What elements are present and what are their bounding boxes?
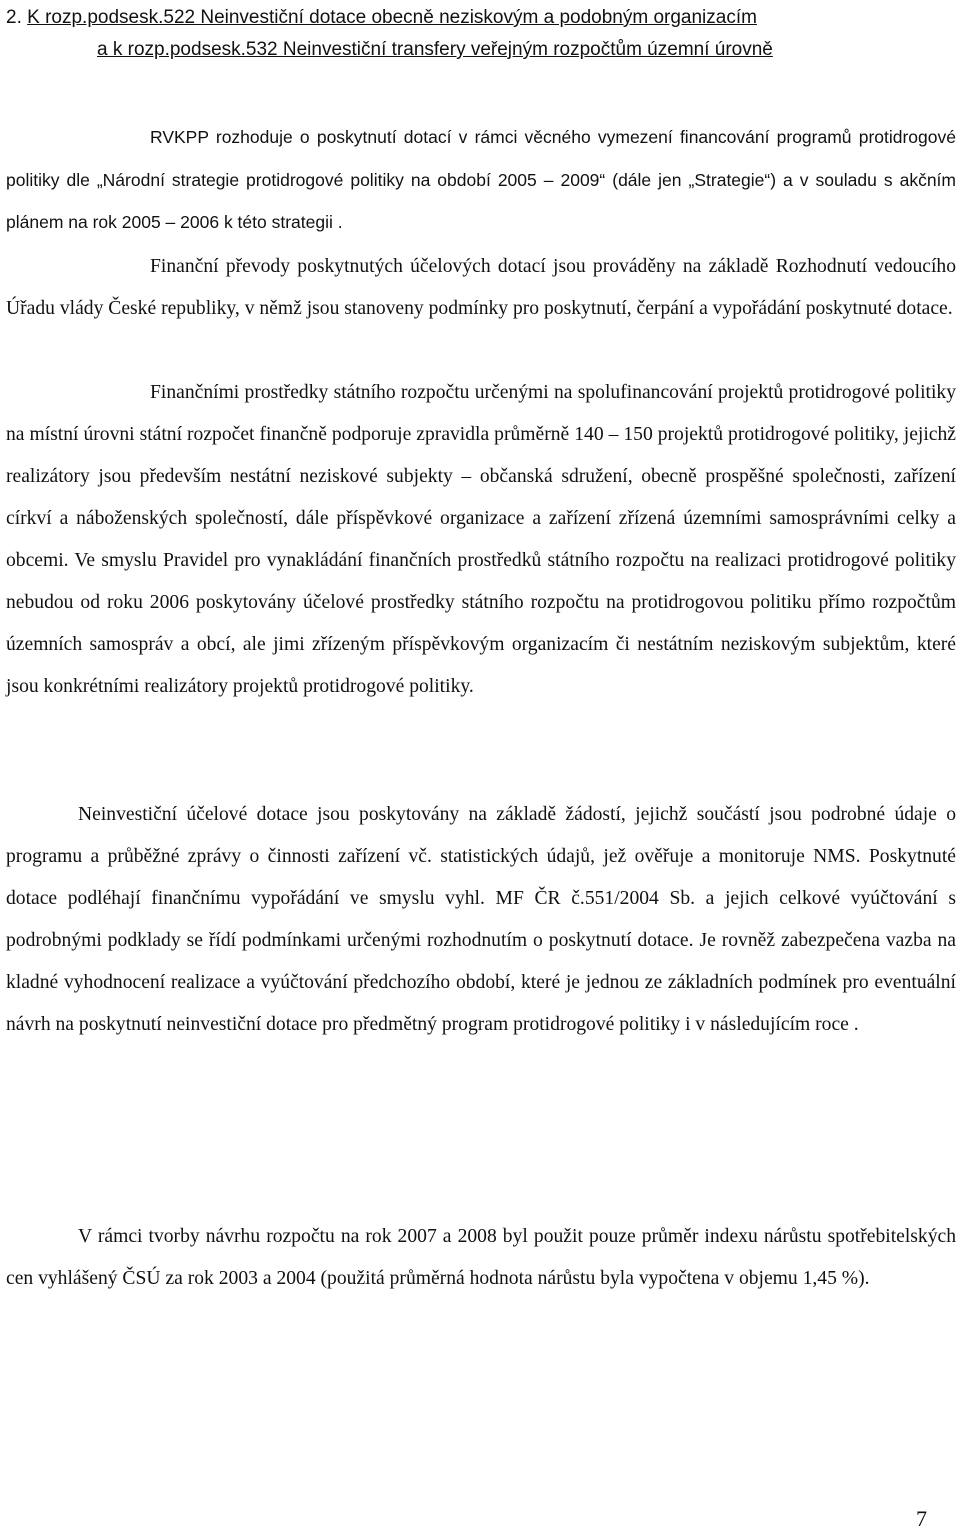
section-heading <box>6 0 956 68</box>
page-number: 7 <box>916 1506 927 1531</box>
paragraph-subsidies: Neinvestiční účelové dotace jsou poskytovány na základě žádostí, jejichž součástí jsou podrobné údaje o programu a průběžné zprávy o činnosti zařízení vč. statistických údajů, jež ověřuje a monitoruje NMS. Poskytnuté dotace podléhají finančnímu vypořádání ve smyslu vyhl. MF ČR č.551/2004 Sb. a jejich celkové vyúčtování s podrobnými podklady se řídí podmínkami určenými rozhodnutím o poskytnutí dotace. Je rovněž zabezpečena vazba na kladné vyhodnocení realizace a vyúčtování předchozího období, které je jednou ze základních podmínek pro eventuální návrh na poskytnutí neinvestiční dotace pro předmětný program protidrogové politiky i v následujícím roce . <box>6 804 956 1035</box>
paragraph-transfers: Finanční převody poskytnutých účelových dotací jsou prováděny na základě Rozhodnutí vedoucího Úřadu vlády České republiky, v němž jsou stanoveny podmínky pro poskytnutí, čerpání a vypořádání poskytnuté dotace. <box>6 256 956 319</box>
paragraph-budget-index: V rámci tvorby návrhu rozpočtu na rok 2007 a 2008 byl použit pouze průměr indexu nárůstu spotřebitelských cen vyhlášený ČSÚ za rok 2003 a 2004 (použitá průměrná hodnota nárůstu byla vypočtena v objemu 1,45 %). <box>6 1226 956 1289</box>
section-number: 2. <box>6 7 22 28</box>
section-heading-link-line1[interactable]: K rozp.podsesk.522 Neinvestiční dotace obecně neziskovým a podobným organizacím <box>27 7 757 28</box>
section-heading-link-line2[interactable]: a k rozp.podsesk.532 Neinvestiční transfery veřejným rozpočtům územní úrovně <box>97 39 773 60</box>
paragraph-strategy: RVKPP rozhoduje o poskytnutí dotací v rámci věcného vymezení financování programů protidrogové politiky dle „Národní strategie protidrogové politiky na období 2005 – 2009“ (dále jen „Strategie“) a v souladu s akčním plánem na rok 2005 – 2006 k této strategii . <box>6 127 956 232</box>
paragraph-financing: Finančními prostředky státního rozpočtu určenými na spolufinancování projektů protidrogové politiky na místní úrovni státní rozpočet finančně podporuje zpravidla průměrně 140 – 150 projektů protidrogové politiky, jejichž realizátory jsou především nestátní neziskové subjekty – občanská sdružení, obecně prospěšné společnosti, zařízení církví a náboženských společností, dále příspěvkové organizace a zařízení zřízená územními samosprávními celky a obcemi. Ve smyslu Pravidel pro vynakládání finančních prostředků státního rozpočtu na realizaci protidrogové politiky nebudou od roku 2006 poskytovány účelové prostředky státního rozpočtu na protidrogovou politiku přímo rozpočtům územních samospráv a obcí, ale jimi zřízeným příspěvkovým organizacím či nestátním neziskovým subjektům, které jsou konkrétními realizátory projektů protidrogové politiky. <box>6 382 956 697</box>
